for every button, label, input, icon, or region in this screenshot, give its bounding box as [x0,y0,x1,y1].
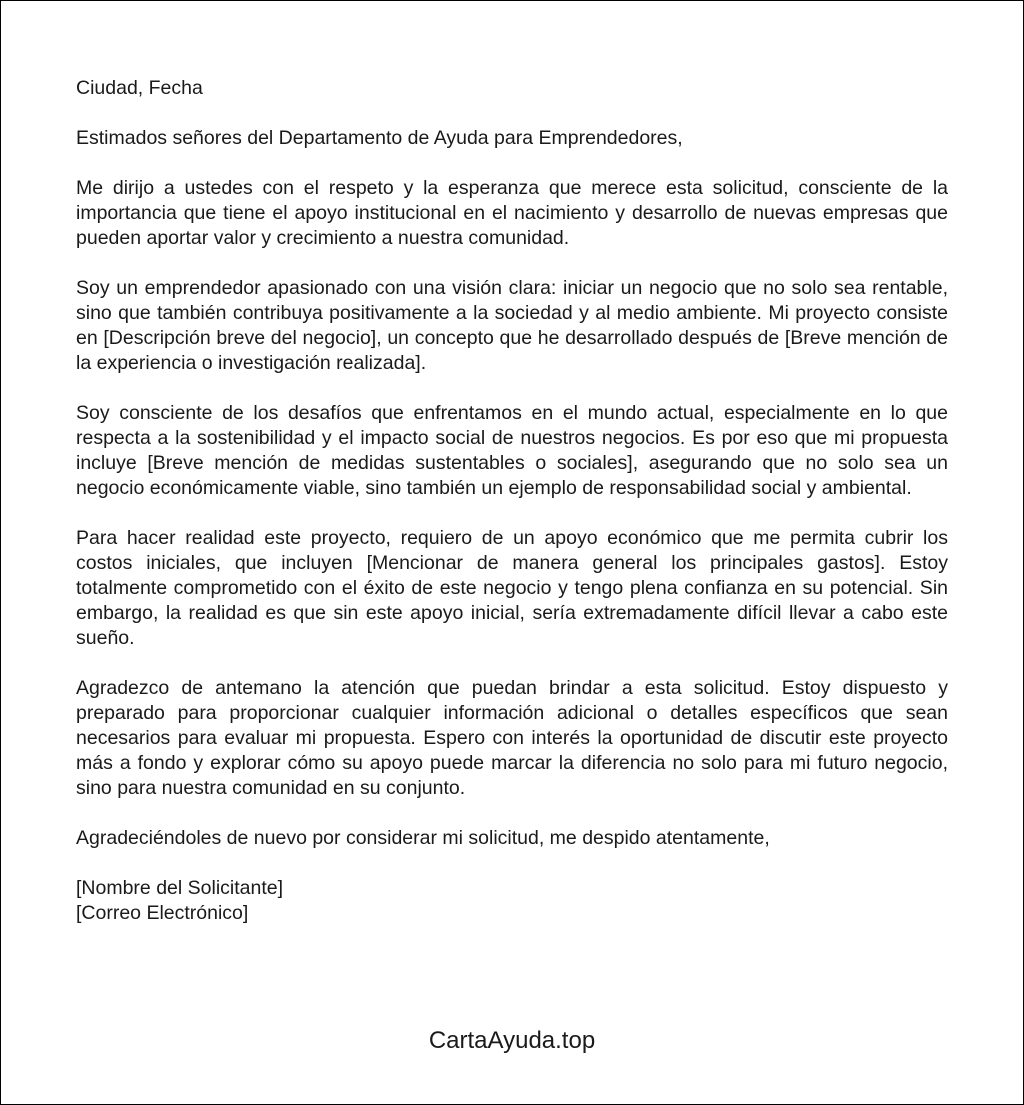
footer-site-name: CartaAyuda.top [428,1027,596,1054]
paragraph-intro: Me dirijo a ustedes con el respeto y la esperanza que merece esta solicitud, consciente de la importancia que tiene el apoyo institucional en el nacimiento y desarrollo de nuevas empresas que pueden aportar valor y crecimiento a nuestra comunidad. [76,177,948,249]
salutation: Estimados señores del Departamento de Ayuda para Emprendedores, [76,127,683,149]
place-date: Ciudad, Fecha [76,77,203,99]
signature-name: [Nombre del Solicitante] [76,877,284,899]
letter-body [76,76,948,926]
signature-block [76,876,948,926]
paragraph-vision: Soy un emprendedor apasionado con una visión clara: iniciar un negocio que no solo sea rentable, sino que también contribuya positivamente a la sociedad y al medio ambiente. Mi proyecto consiste en [Descripción breve del negocio], un concepto que he desarrollado después de [Breve mención de la experiencia o investigación realizada]. [76,277,948,374]
signature-email: [Correo Electrónico] [76,902,249,924]
closing-line: Agradeciéndoles de nuevo por considerar mi solicitud, me despido atentamente, [76,827,770,849]
paragraph-thanks: Agradezco de antemano la atención que puedan brindar a esta solicitud. Estoy dispuesto y preparado para proporcionar cualquier información adicional o detalles específicos que sean necesarios para evaluar mi propuesta. Espero con interés la oportunidad de discutir este proyecto más a fondo y explorar cómo su apoyo puede marcar la diferencia no solo para mi futuro negocio, sino para nuestra comunidad en su conjunto. [76,677,948,799]
paragraph-funding: Para hacer realidad este proyecto, requiero de un apoyo económico que me permita cubrir los costos iniciales, que incluyen [Mencionar de manera general los principales gastos]. Estoy totalmente comprometido con el éxito de este negocio y tengo plena confianza en su potencial. Sin embargo, la realidad es que sin este apoyo inicial, sería extremadamente difícil llevar a cabo este sueño. [76,527,948,649]
paragraph-challenges: Soy consciente de los desafíos que enfrentamos en el mundo actual, especialmente en lo que respecta a la sostenibilidad y el impacto social de nuestros negocios. Es por eso que mi propuesta incluye [Breve mención de medidas sustentables o sociales], asegurando que no solo sea un negocio económicamente viable, sino también un ejemplo de responsabilidad social y ambiental. [76,402,948,499]
